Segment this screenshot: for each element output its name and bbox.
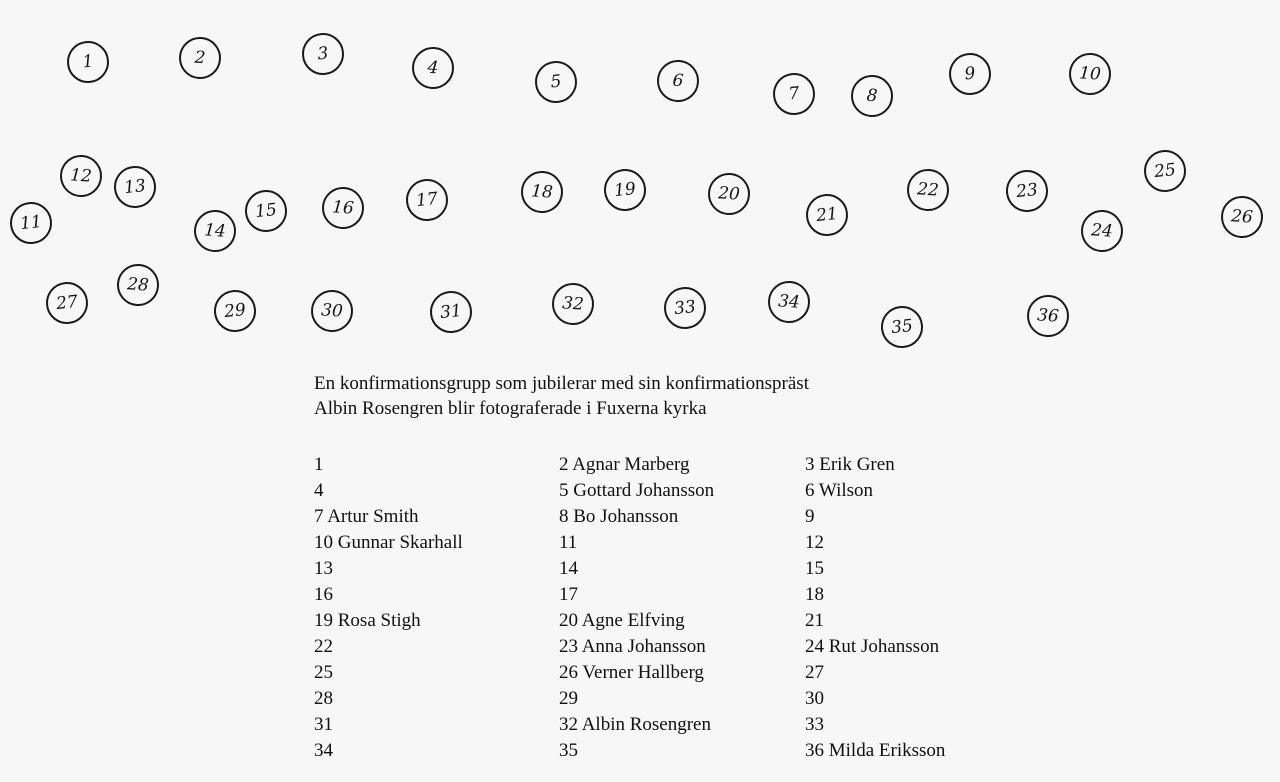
- position-circle-8: 8: [850, 74, 895, 119]
- roster-entry: 22: [314, 636, 333, 657]
- position-circle-20: 20: [707, 172, 752, 217]
- caption-line: Albin Rosengren blir fotograferade i Fuxerna kyrka: [314, 398, 707, 419]
- position-circle-23: 23: [1004, 168, 1050, 214]
- roster-entry: 32 Albin Rosengren: [559, 714, 711, 735]
- position-circle-36: 36: [1026, 294, 1071, 339]
- roster-entry: 14: [559, 558, 578, 579]
- position-circle-12: 12: [59, 154, 104, 199]
- roster-entry: 16: [314, 584, 333, 605]
- roster-entry: 23 Anna Johansson: [559, 636, 706, 657]
- roster-entry: 1: [314, 454, 324, 475]
- roster-entry: 19 Rosa Stigh: [314, 610, 421, 631]
- position-circle-21: 21: [804, 192, 850, 238]
- roster-entry: 17: [559, 584, 578, 605]
- roster-entry: 20 Agne Elfving: [559, 610, 685, 631]
- position-circle-31: 31: [428, 289, 474, 335]
- roster-entry: 24 Rut Johansson: [805, 636, 940, 657]
- roster-entry: 34: [314, 740, 333, 761]
- roster-entry: 26 Verner Hallberg: [559, 662, 704, 683]
- position-circle-17: 17: [404, 177, 450, 223]
- roster-entry: 11: [559, 532, 578, 553]
- position-circle-4: 4: [411, 46, 456, 91]
- roster-entry: 15: [805, 558, 824, 579]
- roster-entry: 30: [805, 688, 824, 709]
- position-circle-14: 14: [193, 209, 238, 254]
- position-circle-22: 22: [906, 168, 951, 213]
- roster-entry: 4: [314, 480, 324, 501]
- position-circle-30: 30: [310, 289, 355, 334]
- roster-entry: 2 Agnar Marberg: [559, 454, 690, 475]
- position-circle-29: 29: [212, 288, 258, 334]
- roster-entry: 5 Gottard Johansson: [559, 480, 715, 501]
- photo-caption: [314, 371, 809, 421]
- position-circle-5: 5: [533, 59, 579, 105]
- position-circle-27: 27: [44, 280, 90, 326]
- roster-entry: 10 Gunnar Skarhall: [314, 532, 463, 553]
- roster-entry: 12: [805, 532, 824, 553]
- roster-entry: 33: [805, 714, 824, 735]
- roster-entry: 27: [805, 662, 824, 683]
- caption-line: En konfirmationsgrupp som jubilerar med sin konfirmationspräst: [314, 373, 809, 394]
- position-circle-9: 9: [947, 51, 993, 97]
- position-circle-26: 26: [1220, 195, 1265, 240]
- roster-entry: 31: [314, 714, 333, 735]
- position-circle-10: 10: [1068, 52, 1113, 97]
- position-circle-35: 35: [879, 304, 925, 350]
- roster-entry: 8 Bo Johansson: [559, 506, 679, 527]
- position-circle-3: 3: [300, 31, 346, 77]
- roster-entry: 35: [559, 740, 578, 761]
- position-circle-24: 24: [1080, 209, 1125, 254]
- position-circle-32: 32: [551, 282, 596, 327]
- roster-entry: 9: [805, 506, 815, 527]
- roster-entry: 3 Erik Gren: [805, 454, 895, 475]
- position-circle-15: 15: [243, 188, 289, 234]
- roster-entry: 6 Wilson: [805, 480, 874, 501]
- name-roster: [314, 452, 1005, 764]
- position-circle-6: 6: [656, 59, 701, 104]
- position-circle-25: 25: [1142, 148, 1188, 194]
- position-circle-33: 33: [662, 285, 708, 331]
- roster-entry: 7 Artur Smith: [314, 506, 419, 527]
- roster-entry: 25: [314, 662, 333, 683]
- roster-entry: 28: [314, 688, 333, 709]
- position-circle-34: 34: [767, 280, 812, 325]
- position-circle-2: 2: [178, 36, 223, 81]
- position-circle-19: 19: [602, 167, 648, 213]
- position-circle-11: 11: [8, 200, 54, 246]
- roster-entry: 13: [314, 558, 333, 579]
- position-circle-16: 16: [321, 186, 366, 231]
- roster-entry: 21: [805, 610, 824, 631]
- position-circle-13: 13: [112, 164, 158, 210]
- position-circle-28: 28: [116, 263, 161, 308]
- roster-entry: 36 Milda Eriksson: [805, 740, 946, 761]
- position-circle-7: 7: [771, 71, 817, 117]
- position-circle-1: 1: [65, 39, 111, 85]
- roster-entry: 18: [805, 584, 824, 605]
- roster-entry: 29: [559, 688, 578, 709]
- position-circle-18: 18: [520, 170, 565, 215]
